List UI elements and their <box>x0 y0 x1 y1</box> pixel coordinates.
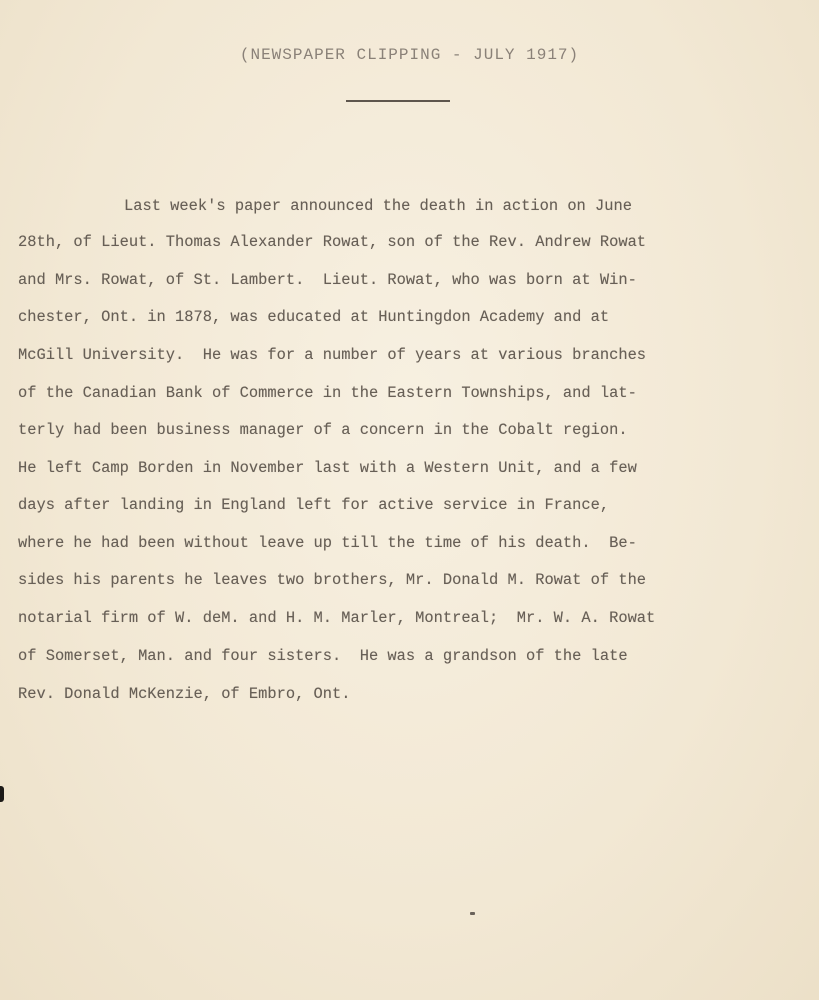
ink-speck <box>470 912 475 915</box>
text-line: and Mrs. Rowat, of St. Lambert. Lieut. Rowat, who was born at Win- <box>18 271 637 289</box>
text-line: days after landing in England left for active service in France, <box>18 496 610 514</box>
text-line: of the Canadian Bank of Commerce in the Eastern Townships, and lat- <box>18 384 637 402</box>
document-heading: (NEWSPAPER CLIPPING - JULY 1917) <box>239 46 580 64</box>
text-line: 28th, of Lieut. Thomas Alexander Rowat, son of the Rev. Andrew Rowat <box>18 233 647 251</box>
text-line: where he had been without leave up till the time of his death. Be- <box>18 534 637 552</box>
heading-underline <box>346 100 450 102</box>
text-line: notarial firm of W. deM. and H. M. Marler, Montreal; Mr. W. A. Rowat <box>18 609 656 627</box>
text-line: sides his parents he leaves two brothers, Mr. Donald M. Rowat of the <box>18 571 647 589</box>
binding-hole-mark <box>0 786 4 802</box>
text-line: Rev. Donald McKenzie, of Embro, Ont. <box>18 685 351 703</box>
text-line: McGill University. He was for a number of years at various branches <box>18 346 647 364</box>
text-line: He left Camp Borden in November last with a Western Unit, and a few <box>18 459 637 477</box>
text-line: chester, Ont. in 1878, was educated at Huntingdon Academy and at <box>18 308 610 326</box>
text-line: Last week's paper announced the death in action on June <box>124 197 632 215</box>
text-line: of Somerset, Man. and four sisters. He was a grandson of the late <box>18 647 628 665</box>
text-line: terly had been business manager of a concern in the Cobalt region. <box>18 421 628 439</box>
